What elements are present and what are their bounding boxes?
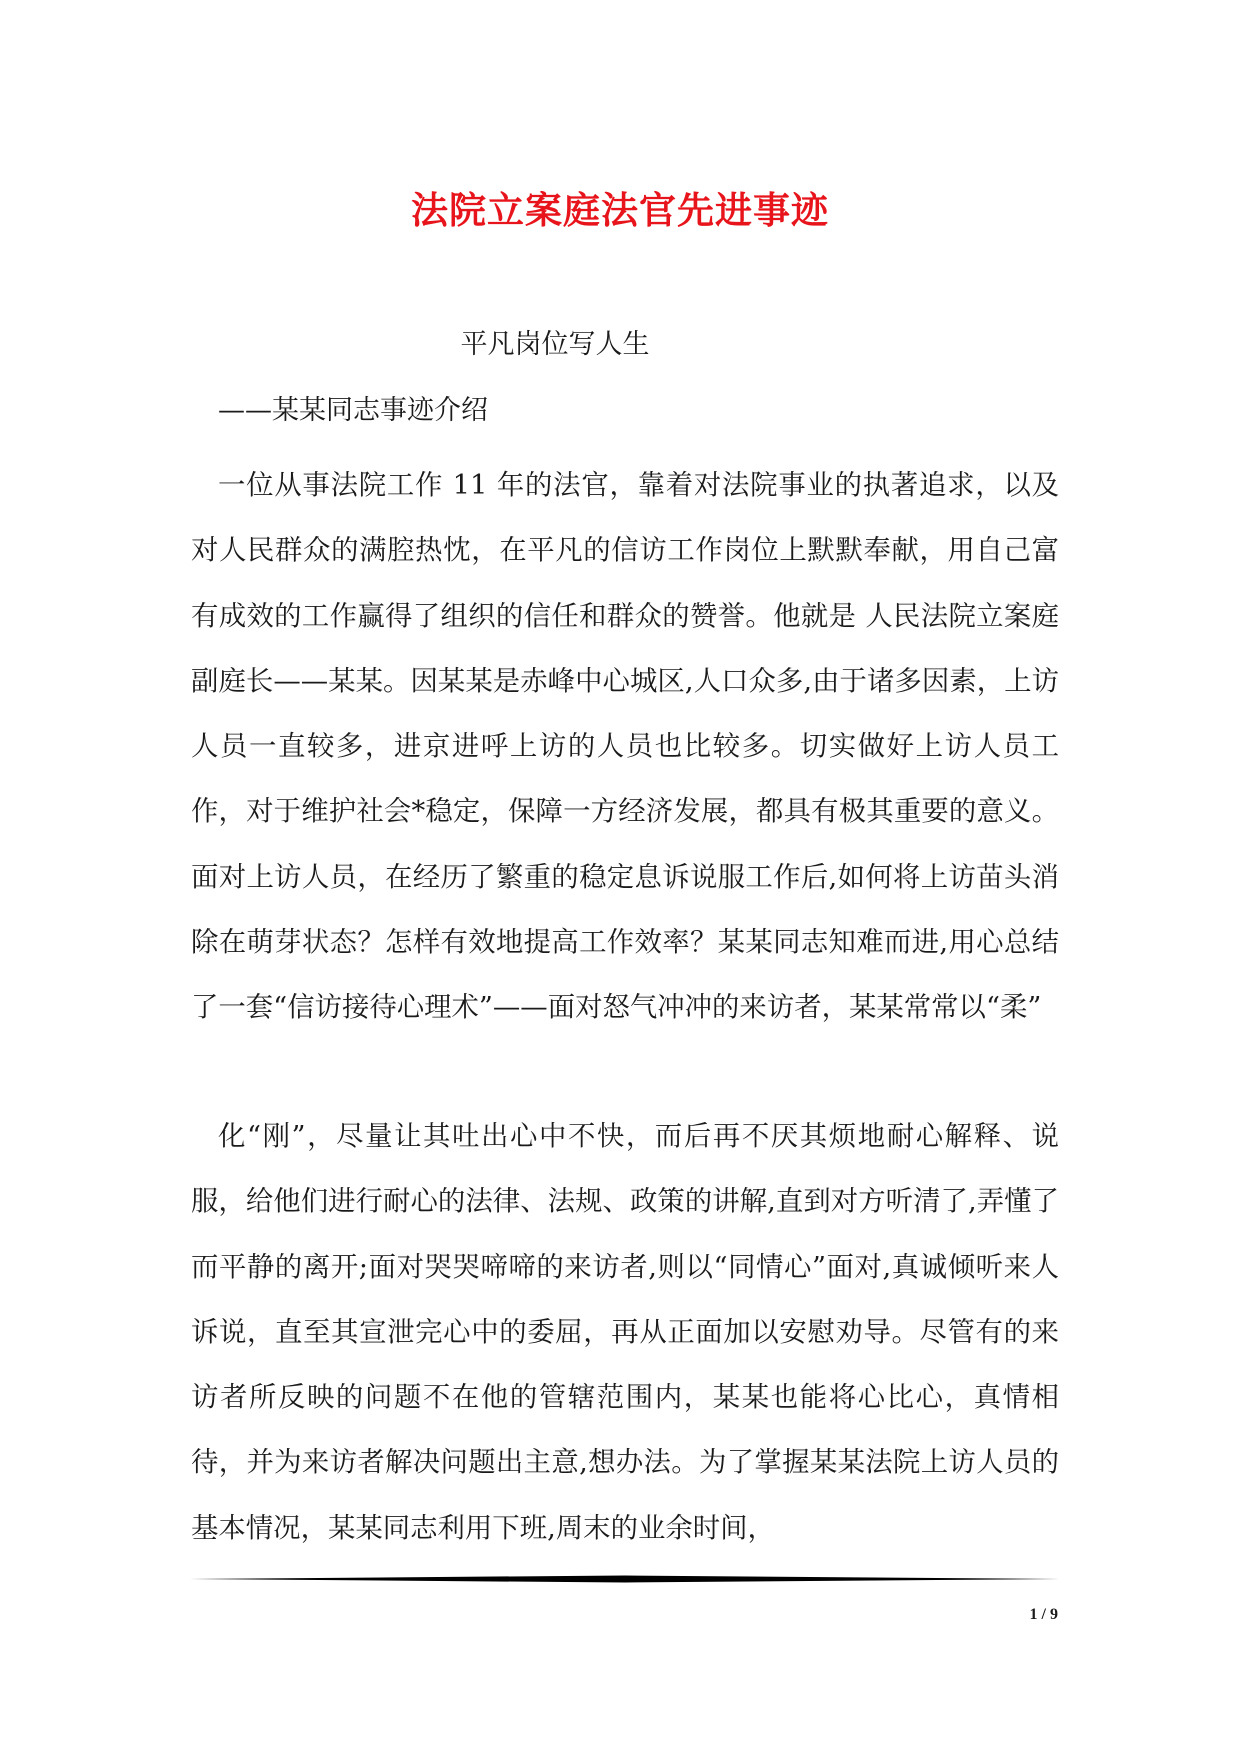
body-paragraph-2: 化“刚”，尽量让其吐出心中不快，而后再不厌其烦地耐心解释、说服，给他们进行耐心的法律、法规、政策的讲解,直到对方听清了,弄懂了而平静的离开;面对哭哭啼啼的来访者,则以“同情心”面对,真诚倾听来人诉说，直至其宣泄完心中的委屈，再从正面加以安慰劝导。尽管有的来访者所反映的问题不在他的管辖范围内，某某也能将心比心，真情相待，并为来访者解决问题出主意,想办法。为了掌握某某法院上访人员的基本情况，某某同志利用下班,周末的业余时间，	[191, 1121, 1059, 1544]
document-title: 法院立案庭法官先进事迹	[411, 187, 829, 232]
footer-divider	[190, 1575, 1060, 1583]
document-subtitle: 平凡岗位写人生	[460, 329, 650, 360]
document-byline: ——某某同志事迹介绍	[218, 395, 488, 426]
page-number: 1 / 9	[1029, 1606, 1058, 1623]
body-paragraph-1: 一位从事法院工作 11 年的法官，靠着对法院事业的执著追求，以及对人民群众的满腔热忱，在平凡的信访工作岗位上默默奉献，用自己富有成效的工作赢得了组织的信任和群众的赞誉。他就是 人民法院立案庭副庭长——某某。因某某是赤峰中心城区,人口众多,由于诸多因素，上访人员一直较多，进京进呼上访的人员也比较多。切实做好上访人员工作，对于维护社会*稳定，保障一方经济发展，都具有极其重要的意义。面对上访人员，在经历了繁重的稳定息诉说服工作后,如何将上访苗头消除在萌芽状态？怎样有效地提高工作效率？某某同志知难而进,用心总结了一套“信访接待心理术”——面对怒气冲冲的来访者，某某常常以“柔”	[191, 470, 1059, 1024]
